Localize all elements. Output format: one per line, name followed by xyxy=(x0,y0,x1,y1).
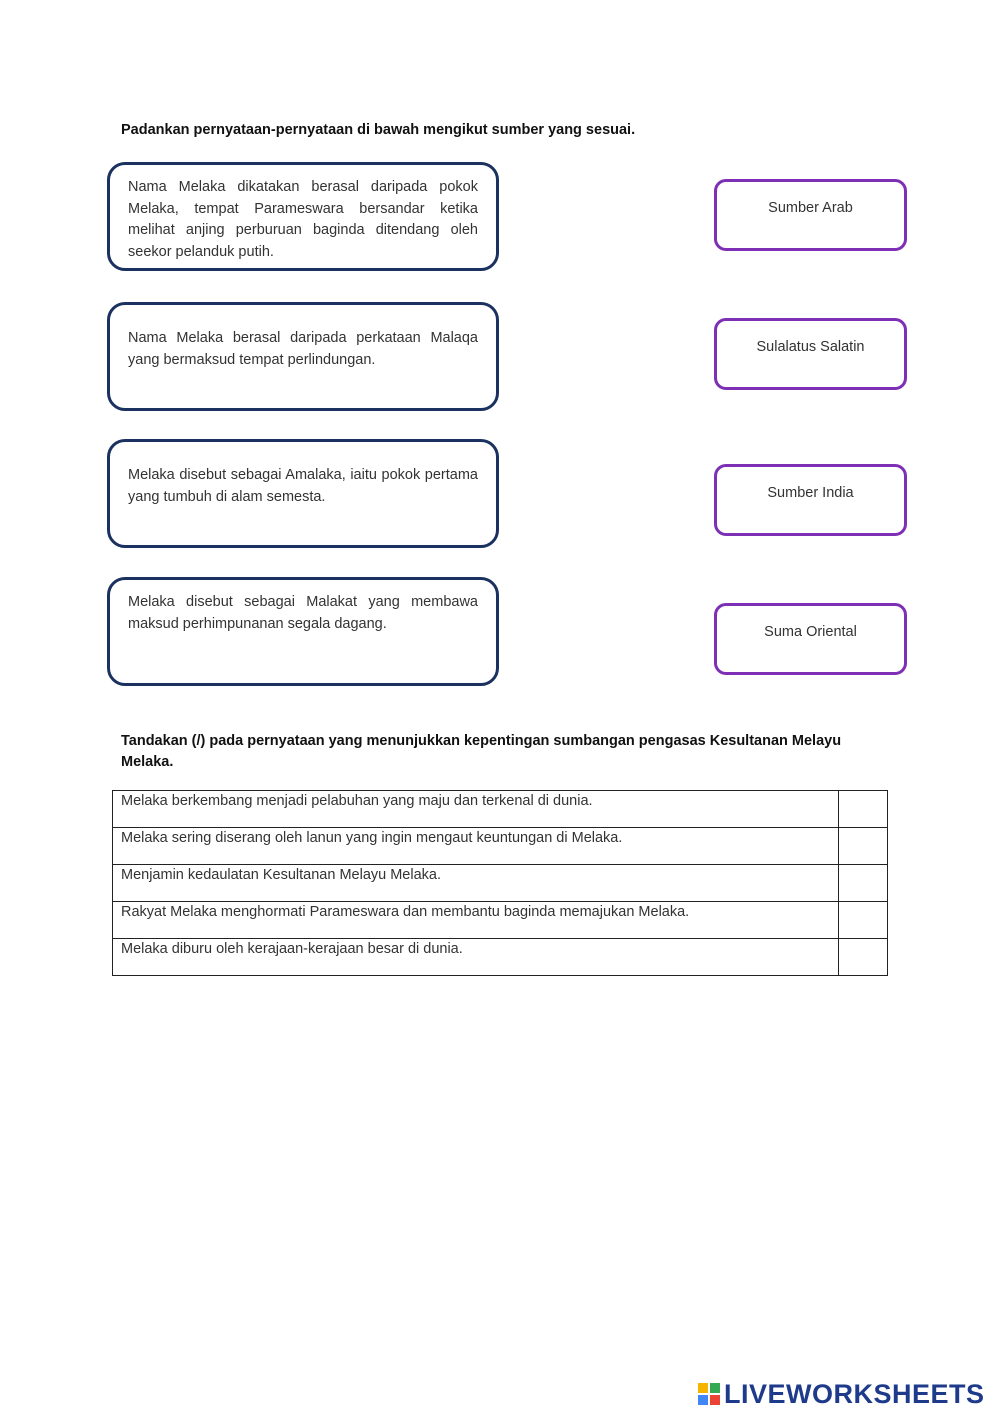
tick-box[interactable] xyxy=(839,902,888,939)
statement-card-2[interactable]: Nama Melaka berasal daripada perkataan Malaqa yang bermaksud tempat perlindungan. xyxy=(107,302,499,411)
tick-box[interactable] xyxy=(839,828,888,865)
statement-card-3[interactable]: Melaka disebut sebagai Amalaka, iaitu pokok pertama yang tumbuh di alam semesta. xyxy=(107,439,499,548)
row-statement: Melaka sering diserang oleh lanun yang ingin mengaut keuntungan di Melaka. xyxy=(113,828,839,865)
logo-squares-icon xyxy=(698,1383,720,1405)
row-statement: Rakyat Melaka menghormati Parameswara dan membantu baginda memajukan Melaka. xyxy=(113,902,839,939)
matching-instruction: Padankan pernyataan-pernyataan di bawah mengikut sumber yang sesuai. xyxy=(121,122,636,138)
tick-box[interactable] xyxy=(839,791,888,828)
table-row xyxy=(113,791,888,828)
source-card-sumber-arab[interactable]: Sumber Arab xyxy=(714,179,907,251)
row-statement: Melaka diburu oleh kerajaan-kerajaan besar di dunia. xyxy=(113,939,839,976)
table-row xyxy=(113,828,888,865)
row-statement: Menjamin kedaulatan Kesultanan Melayu Melaka. xyxy=(113,865,839,902)
tick-box[interactable] xyxy=(839,865,888,902)
logo-text: LIVEWORKSHEETS xyxy=(724,1378,985,1409)
statement-card-4[interactable]: Melaka disebut sebagai Malakat yang membawa maksud perhimpunanan segala dagang. xyxy=(107,577,499,686)
liveworksheets-logo xyxy=(698,1378,985,1410)
source-card-sulalatus-salatin[interactable]: Sulalatus Salatin xyxy=(714,318,907,390)
source-card-suma-oriental[interactable]: Suma Oriental xyxy=(714,603,907,675)
table-row xyxy=(113,902,888,939)
tick-instruction: Tandakan (/) pada pernyataan yang menunjukkan kepentingan sumbangan pengasas Kesultanan Melayu Melaka. xyxy=(121,733,842,770)
row-statement: Melaka berkembang menjadi pelabuhan yang maju dan terkenal di dunia. xyxy=(113,791,839,828)
tick-table xyxy=(112,790,888,976)
tick-box[interactable] xyxy=(839,939,888,976)
source-card-sumber-india[interactable]: Sumber India xyxy=(714,464,907,536)
statement-card-1[interactable]: Nama Melaka dikatakan berasal daripada pokok Melaka, tempat Parameswara bersandar ketika melihat anjing perburuan baginda ditendang oleh seekor pelanduk putih. xyxy=(107,162,499,271)
table-row xyxy=(113,865,888,902)
table-row xyxy=(113,939,888,976)
